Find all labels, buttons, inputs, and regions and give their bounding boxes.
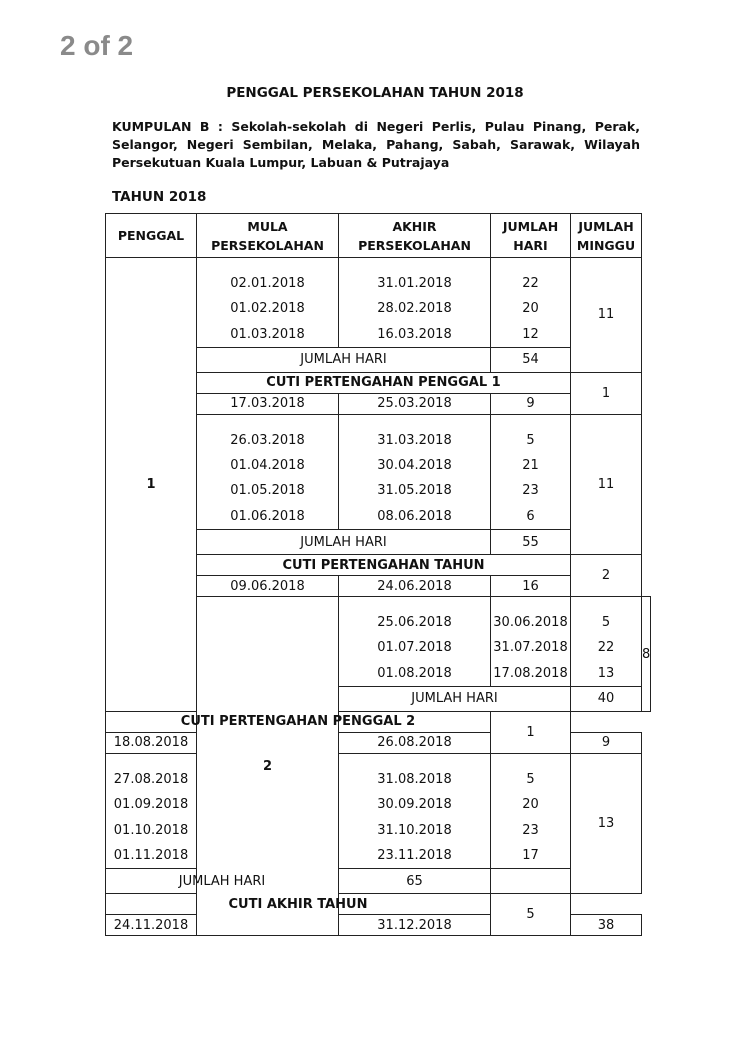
break-weeks: 2	[571, 555, 642, 597]
school-calendar-table	[105, 213, 651, 936]
break-end: 24.06.2018	[339, 576, 491, 597]
term-number: 1	[106, 258, 197, 712]
week-count: 8	[642, 597, 651, 712]
start-dates: 26.03.2018 01.04.2018 01.05.2018 01.06.2018	[197, 414, 339, 529]
total-days: 40	[571, 686, 642, 711]
header-akhir: AKHIR PERSEKOLAHAN	[339, 214, 491, 258]
document-title: PENGGAL PERSEKOLAHAN TAHUN 2018	[226, 85, 524, 101]
header-jumlah-minggu: JUMLAH MINGGU	[571, 214, 642, 258]
start-dates: 27.08.2018 01.09.2018 01.10.2018 01.11.2018	[106, 753, 197, 868]
total-label: JUMLAH HARI	[197, 347, 491, 372]
end-dates: 31.01.2018 28.02.2018 16.03.2018	[339, 258, 491, 348]
day-counts: 22 20 12	[491, 258, 571, 348]
total-days: 65	[339, 869, 491, 894]
break-title-row	[106, 711, 651, 732]
day-counts: 5 22 13	[571, 597, 642, 687]
total-label: JUMLAH HARI	[339, 686, 571, 711]
page-indicator: 2 of 2	[60, 30, 134, 61]
week-count: 13	[571, 753, 642, 893]
table-row	[106, 753, 651, 868]
table-row	[106, 258, 651, 348]
end-dates: 31.08.2018 30.09.2018 31.10.2018 23.11.2018	[339, 753, 491, 868]
day-counts: 5 20 23 17	[491, 753, 571, 868]
group-description: KUMPULAN B : Sekolah-sekolah di Negeri Perlis, Pulau Pinang, Perak, Selangor, Negeri Sembilan, Melaka, Pahang, Sabah, Sarawak, Wilayah Persekutuan Kuala Lumpur, Labuan & Putrajaya	[112, 119, 640, 170]
header-penggal: PENGGAL	[106, 214, 197, 258]
start-dates: 25.06.2018 01.07.2018 01.08.2018	[339, 597, 491, 687]
break-end: 25.03.2018	[339, 393, 491, 414]
break-start: 18.08.2018	[106, 732, 197, 753]
table-header-row	[106, 214, 651, 258]
day-counts: 5 21 23 6	[491, 414, 571, 529]
break-title-row	[106, 894, 651, 915]
start-dates: 02.01.2018 01.02.2018 01.03.2018	[197, 258, 339, 348]
end-dates: 30.06.2018 31.07.2018 17.08.2018	[491, 597, 571, 687]
header-jumlah-hari: JUMLAH HARI	[491, 214, 571, 258]
break-title: CUTI PERTENGAHAN PENGGAL 2	[106, 711, 491, 732]
break-title: CUTI PERTENGAHAN TAHUN	[197, 555, 571, 576]
break-title: CUTI AKHIR TAHUN	[106, 894, 491, 915]
total-days: 55	[491, 530, 571, 555]
total-label: JUMLAH HARI	[197, 530, 491, 555]
total-row	[106, 869, 651, 894]
break-start: 09.06.2018	[197, 576, 339, 597]
header-mula: MULA PERSEKOLAHAN	[197, 214, 339, 258]
total-days: 54	[491, 347, 571, 372]
break-weeks: 1	[571, 372, 642, 414]
break-end: 26.08.2018	[339, 732, 491, 753]
break-start: 24.11.2018	[106, 915, 197, 936]
break-end: 31.12.2018	[339, 915, 491, 936]
total-label: JUMLAH HARI	[106, 869, 339, 894]
year-label: TAHUN 2018	[112, 189, 207, 205]
week-count: 11	[571, 414, 642, 554]
break-days: 9	[491, 393, 571, 414]
break-days: 16	[491, 576, 571, 597]
break-days: 9	[571, 732, 642, 753]
break-start: 17.03.2018	[197, 393, 339, 414]
end-dates: 31.03.2018 30.04.2018 31.05.2018 08.06.2018	[339, 414, 491, 529]
week-count: 11	[571, 258, 642, 373]
term-number: 2	[197, 597, 339, 936]
break-days: 38	[571, 915, 642, 936]
break-weeks: 5	[491, 894, 571, 936]
break-weeks: 1	[491, 711, 571, 753]
break-title: CUTI PERTENGAHAN PENGGAL 1	[197, 372, 571, 393]
